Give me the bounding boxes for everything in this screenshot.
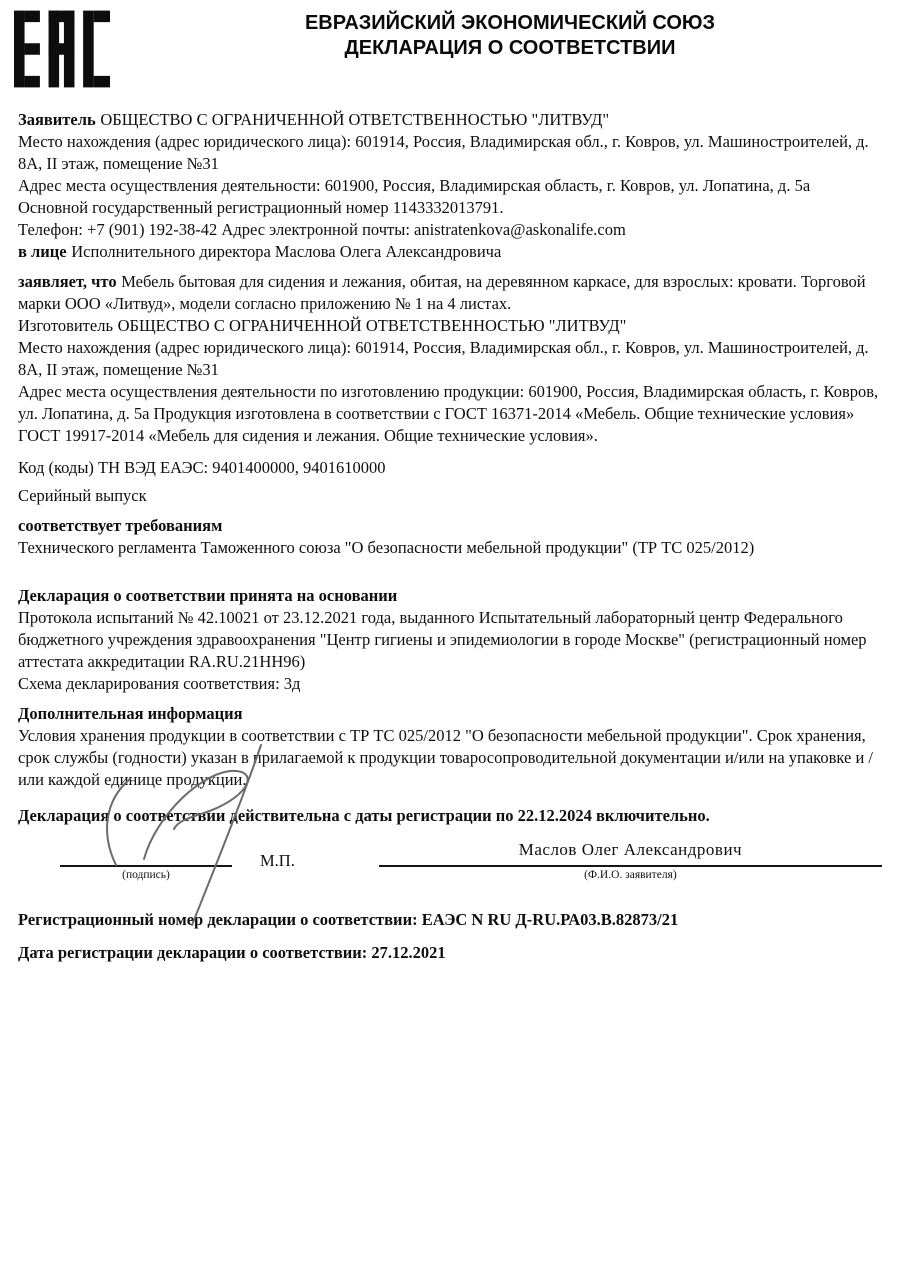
applicant-line <box>18 109 882 131</box>
eac-logo-icon <box>14 10 110 88</box>
validity-statement: Декларация о соответствии действительна с даты регистрации по 22.12.2024 включительно. <box>18 806 710 825</box>
manufacturer-line <box>18 315 882 337</box>
basis-label: Декларация о соответствии принята на основании <box>18 586 398 605</box>
applicant-activity-address: Адрес места осуществления деятельности: 601900, Россия, Владимирская область, г. Ковров, ул. Лопатина, д. 5а <box>18 176 811 195</box>
compliance-text: Технического регламента Таможенного союза "О безопасности мебельной продукции" (ТР ТС 025/2012) <box>18 538 755 557</box>
additional-info-text: Условия хранения продукции в соответствии с ТР ТС 025/2012 "О безопасности мебельной продукции". Срок хранения, срок службы (годности) указан в прилагаемой к продукции товаросопроводительной документации и/или на упаковке и /или каждой единице продукции. <box>18 726 873 789</box>
manufacturer-name: ОБЩЕСТВО С ОГРАНИЧЕННОЙ ОТВЕТСТВЕННОСТЬЮ "ЛИТВУД" <box>117 316 627 335</box>
applicant-in-person <box>18 241 882 263</box>
declares-label: заявляет, что <box>18 272 117 291</box>
in-person-label: в лице <box>18 242 67 261</box>
signature-caption: (подпись) <box>122 869 170 881</box>
registration-number: Регистрационный номер декларации о соответствии: ЕАЭС N RU Д-RU.РА03.В.82873/21 <box>18 910 679 929</box>
applicant-name: ОБЩЕСТВО С ОГРАНИЧЕННОЙ ОТВЕТСТВЕННОСТЬЮ "ЛИТВУД" <box>100 110 610 129</box>
manufacturer-production-address: Адрес места осуществления деятельности по изготовлению продукции: 601900, Россия, Владимирская область, г. Ковров, ул. Лопатина, д. 5а Продукция изготовлена в соответствии с ГОСТ 16371-2014 «Мебель. Общие технические условия» <box>18 382 879 423</box>
registration-date: Дата регистрации декларации о соответствии: 27.12.2021 <box>18 943 446 962</box>
declaration-scheme: Схема декларирования соответствия: 3д <box>18 674 301 693</box>
applicant-phone-email: Телефон: +7 (901) 192-38-42 Адрес электронной почты: anistratenkova@askonalife.com <box>18 220 626 239</box>
header-titles <box>138 8 882 61</box>
tnved-codes: Код (коды) ТН ВЭД ЕАЭС: 9401400000, 9401610000 <box>18 458 386 477</box>
product-description: Мебель бытовая для сидения и лежания, обитая, на деревянном каркасе, для взрослых: кровати. Торговой марки ООО «Литвуд», модели согласно приложению № 1 на 4 листах. <box>18 272 866 313</box>
manufacturer-gost: ГОСТ 19917-2014 «Мебель для сидения и лежания. Общие технические условия». <box>18 426 598 445</box>
eac-logo-wrap <box>18 8 138 88</box>
manufacturer-address: Место нахождения (адрес юридического лица): 601914, Россия, Владимирская обл., г. Ковров, ул. Машиностроителей, д. 8А, II этаж, помещение №31 <box>18 338 869 379</box>
declarant-area <box>379 839 882 883</box>
serial-issue: Серийный выпуск <box>18 486 147 505</box>
applicant-label: Заявитель <box>18 110 96 129</box>
fio-caption: (Ф.И.О. заявителя) <box>584 869 677 881</box>
basis-text: Протокола испытаний № 42.10021 от 23.12.2021 года, выданного Испытательный лабораторный центр Федерального бюджетного учреждения здравоохранения "Центр гигиены и эпидемиологии в городе Москве" (регистрационный номер аттестата аккредитации RA.RU.21НН96) <box>18 608 867 671</box>
additional-info-label: Дополнительная информация <box>18 704 243 723</box>
product-declaration <box>18 271 882 315</box>
signature-area <box>60 865 232 883</box>
in-person-text: Исполнительного директора Маслова Олега Александровича <box>71 242 502 261</box>
document-header <box>0 0 900 88</box>
header-union-title: ЕВРАЗИЙСКИЙ ЭКОНОМИЧЕСКИЙ СОЮЗ <box>304 12 716 34</box>
compliance-label: соответствует требованиям <box>18 516 223 535</box>
manufacturer-label: Изготовитель <box>18 316 113 335</box>
registration-footer <box>18 909 882 964</box>
signature-block <box>18 839 882 883</box>
document-body <box>0 109 900 964</box>
header-doc-title: ДЕКЛАРАЦИЯ О СООТВЕТСТВИИ <box>344 37 676 59</box>
applicant-address: Место нахождения (адрес юридического лица): 601914, Россия, Владимирская обл., г. Ковров, ул. Машиностроителей, д. 8А, II этаж, помещение №31 <box>18 132 869 173</box>
declarant-name: Маслов Олег Александрович <box>518 840 743 859</box>
applicant-ogrn: Основной государственный регистрационный номер 1143332013791. <box>18 198 504 217</box>
stamp-place-label: М.П. <box>260 851 295 870</box>
